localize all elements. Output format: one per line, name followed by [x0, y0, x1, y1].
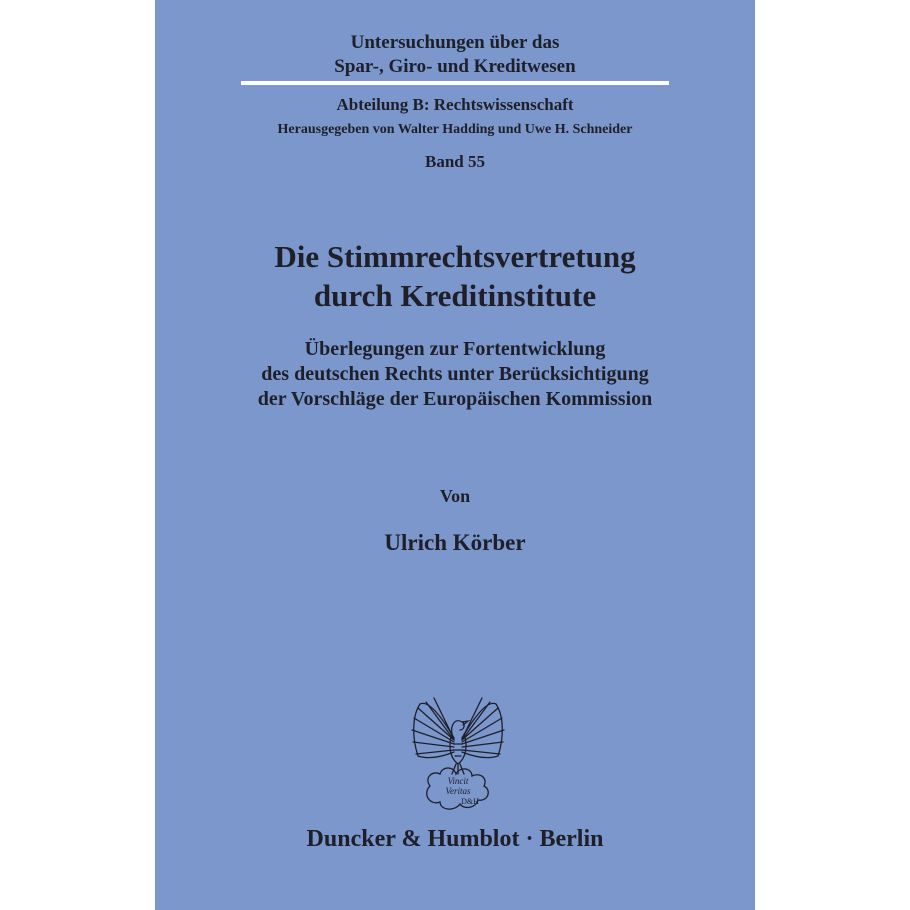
- subtitle-line-2: des deutschen Rechts unter Berücksichtigung: [261, 363, 649, 385]
- publisher-imprint: Duncker & Humblot · Berlin: [306, 826, 604, 852]
- book-title-line-2: durch Kreditinstitute: [313, 278, 597, 313]
- signet-motto-line-2: Veritas: [445, 786, 471, 796]
- book-title-line-1: Die Stimmrechtsvertretung: [274, 239, 636, 274]
- subtitle-line-3: der Vorschläge der Europäischen Kommission: [257, 388, 653, 410]
- signet-motto-line-1: Vincit: [447, 776, 469, 786]
- division-label: Abteilung B: Rechtswissenschaft: [336, 95, 574, 114]
- publisher-signet-eagle-icon: [410, 694, 506, 816]
- divider-rule: [241, 81, 669, 85]
- series-title-line-2: Spar-, Giro- und Kreditwesen: [334, 56, 576, 77]
- series-title-line-1: Untersuchungen über das: [350, 32, 560, 53]
- volume-label: Band 55: [425, 152, 485, 171]
- signet-initials: D&H: [461, 797, 479, 806]
- author-name: Ulrich Körber: [384, 530, 526, 555]
- editors-line: Herausgegeben von Walter Hadding und Uwe H. Schneider: [277, 122, 633, 137]
- book-cover: [155, 0, 755, 910]
- byline: Von: [439, 486, 471, 506]
- subtitle-line-1: Überlegungen zur Fortentwicklung: [304, 338, 606, 360]
